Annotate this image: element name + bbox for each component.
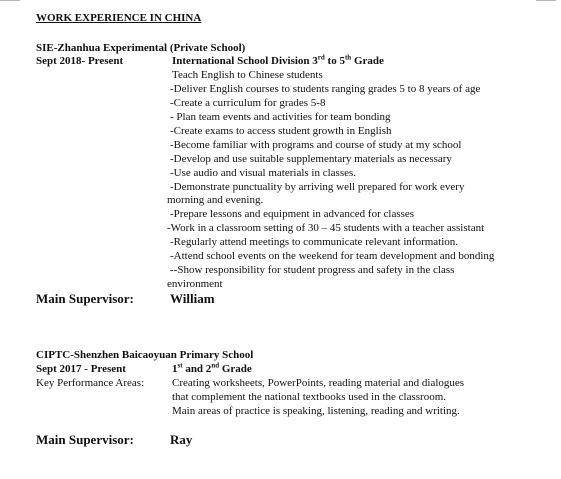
duty-line: -Regularly attend meetings to communicate relevant information.	[170, 236, 459, 248]
job-2-position-part: 1	[172, 363, 178, 375]
job-2-school: CIPTC-Shenzhen Baicaoyuan Primary School	[36, 349, 254, 361]
duty-line: -Work in a classroom setting of 30 – 45 students with a teacher assistant	[167, 222, 485, 234]
job-2-dates: Sept 2017 - Present	[36, 363, 126, 375]
duty-line: -Deliver English courses to students ranging grades 5 to 8 years of age	[170, 83, 481, 95]
duty-line: - Plan team events and activities for team bonding	[170, 111, 391, 123]
duty-line: morning and evening.	[167, 194, 264, 206]
kpa-line: Main areas of practice is speaking, listening, reading and writing.	[172, 405, 460, 417]
duty-line: -Become familiar with programs and course of study at my school	[170, 139, 462, 151]
duty-line: -Prepare lessons and equipment in advanced for classes	[170, 208, 415, 220]
job-2-position-sup: nd	[211, 361, 220, 370]
job-2-position	[172, 363, 252, 376]
job-2-kpa-label: Key Performance Areas:	[36, 377, 145, 389]
job-2-position-part: Grade	[219, 363, 252, 375]
job-2-position-part: and 2	[182, 363, 212, 375]
job-1-position-sup: th	[344, 53, 352, 62]
job-1-dates: Sept 2018- Present	[36, 55, 124, 67]
duty-line: --Show responsibility for student progress and safety in the class	[170, 264, 455, 276]
job-2-supervisor-label: Main Supervisor:	[36, 432, 134, 447]
duty-line: -Create exams to access student growth in English	[170, 125, 392, 137]
job-1-supervisor-label: Main Supervisor:	[36, 291, 134, 306]
job-1-summary: Teach English to Chinese students	[172, 69, 323, 81]
job-1-position-part: International School Division 3	[172, 55, 318, 67]
page-corner-mark-right	[536, 0, 556, 1]
job-1-position-part: to 5	[324, 55, 345, 67]
job-1-supervisor-name: William	[170, 291, 215, 306]
duty-line: -Create a curriculum for grades 5-8	[170, 97, 326, 109]
duty-line: -Use audio and visual materials in classes.	[170, 167, 357, 179]
page-corner-mark-left	[0, 0, 20, 1]
job-2-position-sup: st	[177, 361, 183, 370]
duty-line: environment	[167, 278, 223, 290]
job-1-position-part: Grade	[351, 55, 384, 67]
kpa-line: Creating worksheets, PowerPoints, reading material and dialogues	[172, 377, 465, 389]
job-1-position-sup: rd	[317, 53, 325, 62]
duty-line: -Demonstrate punctuality by arriving well prepared for work every	[170, 181, 465, 193]
kpa-line: that complement the national textbooks used in the classroom.	[172, 391, 447, 403]
duty-line: -Develop and use suitable supplementary materials as necessary	[170, 153, 452, 165]
job-1-school: SIE-Zhanhua Experimental (Private School)	[36, 42, 246, 54]
duty-line: -Attend school events on the weekend for team development and bonding	[170, 250, 495, 262]
job-1-position	[172, 55, 384, 68]
job-2-supervisor-name: Ray	[170, 432, 193, 447]
section-title: WORK EXPERIENCE IN CHINA	[36, 12, 202, 24]
